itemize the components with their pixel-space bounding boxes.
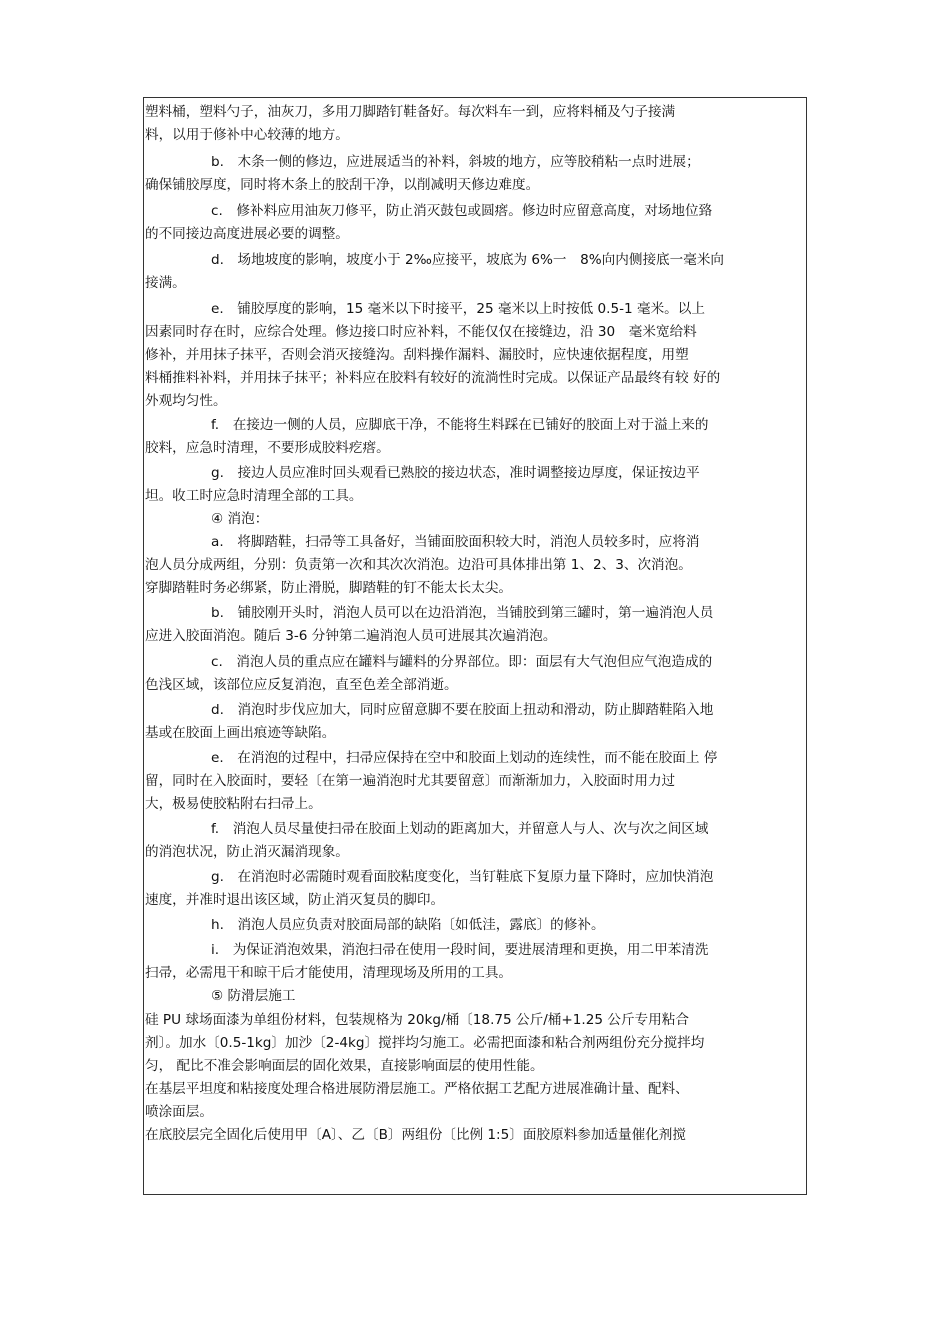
text-line: 穿脚踏鞋时务必绑紧，防止滑脱，脚踏鞋的钉不能太长太尖。 — [145, 580, 513, 596]
text-line: 坦。收工时应急时清理全部的工具。 — [145, 488, 363, 504]
document-table-cell — [143, 97, 807, 1195]
text-line: b. 木条一侧的修边，应进展适当的补料，斜坡的地方，应等胶稍粘一点时进展； — [211, 154, 700, 170]
text-line: 外观均匀性。 — [145, 393, 227, 409]
text-line: 扫帚，必需甩干和晾干后才能使用，清理现场及所用的工具。 — [145, 965, 513, 981]
text-line: 在底胶层完全固化后使用甲〔A〕、乙〔B〕两组份〔比例 1:5〕面胶原料参加适量催化剂搅 — [145, 1127, 686, 1143]
text-line: 料，以用于修补中心较薄的地方。 — [145, 127, 349, 143]
text-line: f. 消泡人员尽量使扫帚在胶面上划动的距离加大，并留意人与人、次与次之间区域 — [211, 821, 709, 837]
text-line: 料桶推料补料，并用抹子抹平；补料应在胶料有较好的流淌性时完成。以保证产品最终有较 好的 — [145, 370, 721, 386]
text-line: g. 在消泡时必需随时观看面胶粘度变化，当钉鞋底下复原力量下降时，应加快消泡 — [211, 869, 714, 885]
text-line: 的消泡状况，防止消灭漏消现象。 — [145, 844, 349, 860]
text-line: e. 在消泡的过程中，扫帚应保持在空中和胶面上划动的连续性，而不能在胶面上 停 — [211, 750, 718, 766]
text-line: 在基层平坦度和粘接度处理合格进展防滑层施工。严格依据工艺配方进展准确计量、配料、 — [145, 1081, 689, 1097]
text-line: 基或在胶面上画出痕迹等缺陷。 — [145, 725, 336, 741]
text-line: 喷涂面层。 — [145, 1104, 213, 1120]
text-line: 接满。 — [145, 275, 186, 291]
text-line: 匀， 配比不准会影响面层的固化效果，直接影响面层的使用性能。 — [145, 1058, 544, 1074]
text-line: c. 修补料应用油灰刀修平，防止消灭鼓包或圆瘩。修边时应留意高度，对场地位臵 — [211, 203, 713, 219]
text-line: 因素同时存在时，应综合处理。修边接口时应补料，不能仅仅在接缝边，沿 30 毫米宽给料 — [145, 324, 697, 340]
text-line: f. 在接边一侧的人员，应脚底干净，不能将生料踩在已铺好的胶面上对于溢上来的 — [211, 417, 709, 433]
text-line: 硅 PU 球场面漆为单组份材料，包装规格为 20kg/桶〔18.75 公斤/桶+1.25 公斤专用粘合 — [145, 1012, 689, 1028]
text-line: 剂〕。加水〔0.5-1kg〕加沙〔2-4kg〕搅拌均匀施工。必需把面漆和粘合剂两组份充分搅拌均 — [145, 1035, 705, 1051]
text-line: i. 为保证消泡效果，消泡扫帚在使用一段时间，要进展清理和更换，用二甲苯清洗 — [211, 942, 709, 958]
text-line: 色浅区域，该部位应反复消泡，直至色差全部消逝。 — [145, 677, 458, 693]
text-line: 速度，并准时退出该区域，防止消灭复员的脚印。 — [145, 892, 445, 908]
text-line: c. 消泡人员的重点应在罐料与罐料的分界部位。即：面层有大气泡但应气泡造成的 — [211, 654, 713, 670]
section-heading: ④ 消泡： — [211, 511, 269, 527]
text-line: a. 将脚踏鞋，扫帚等工具备好，当铺面胶面积较大时，消泡人员较多时，应将消 — [211, 534, 700, 550]
text-line: h. 消泡人员应负责对胶面局部的缺陷〔如低洼，露底〕的修补。 — [211, 917, 605, 933]
text-line: 确保铺胶厚度，同时将木条上的胶刮干净，以削减明天修边难度。 — [145, 177, 540, 193]
section-heading: ⑤ 防滑层施工 — [211, 988, 296, 1004]
text-line: 的不同接边高度进展必要的调整。 — [145, 226, 349, 242]
text-line: 泡人员分成两组，分别：负责第一次和其次次消泡。边沿可具体排出第 1、2、3、次消泡。 — [145, 557, 692, 573]
text-line: b. 铺胶刚开头时，消泡人员可以在边沿消泡，当铺胶到第三罐时，第一遍消泡人员 — [211, 605, 714, 621]
text-line: g. 接边人员应准时回头观看已熟胶的接边状态，准时调整接边厚度，保证按边平 — [211, 465, 700, 481]
text-line: 大，极易使胶粘附右扫帚上。 — [145, 796, 322, 812]
text-line: d. 场地坡度的影响，坡度小于 2‰应接平，坡底为 6%一 8%向内侧接底一毫米向 — [211, 252, 725, 268]
text-line: 留，同时在入胶面时，要轻〔在第一遍消泡时尤其要留意〕而渐渐加力，入胶面时用力过 — [145, 773, 676, 789]
text-line: 应进入胶面消泡。随后 3-6 分钟第二遍消泡人员可进展其次遍消泡。 — [145, 628, 557, 644]
text-line: e. 铺胶厚度的影响，15 毫米以下时接平，25 毫米以上时按低 0.5-1 毫米。以上 — [211, 301, 705, 317]
text-line: 胶料，应急时清理，不要形成胶料疙瘩。 — [145, 440, 390, 456]
text-line: d. 消泡时步伐应加大，同时应留意脚不要在胶面上扭动和滑动，防止脚踏鞋陷入地 — [211, 702, 714, 718]
text-line: 修补，并用抹子抹平，否则会消灭接缝沟。刮料操作漏料、漏胶时，应快速依据程度，用塑 — [145, 347, 689, 363]
text-line: 塑料桶，塑料勺子，油灰刀，多用刀脚踏钉鞋备好。每次料车一到，应将料桶及勺子接满 — [145, 104, 676, 120]
